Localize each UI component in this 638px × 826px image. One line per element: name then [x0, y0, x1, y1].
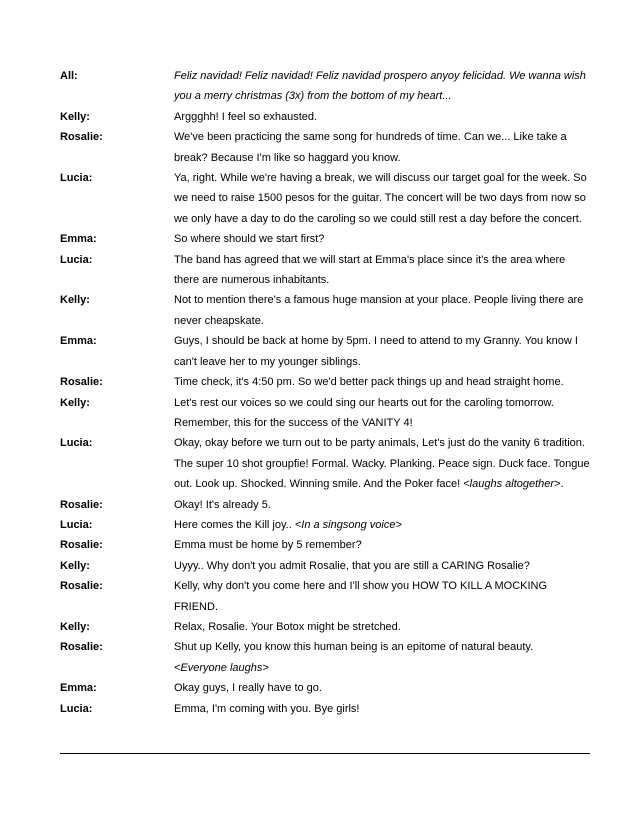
speech-text: [174, 229, 590, 249]
dialogue-line: [60, 250, 590, 291]
dialogue-line: [60, 617, 590, 637]
speech-plain: Let's rest our voices so we could sing our hearts out for the caroling tomorrow. Remember, this for the success of the VANITY 4!: [174, 396, 554, 429]
dialogue-line: [60, 576, 590, 617]
dialogue-line: [60, 535, 590, 555]
speaker-name: Rosalie:: [60, 498, 103, 511]
dialogue-line: [60, 515, 590, 535]
speech-plain: Uyyy.. Why don't you admit Rosalie, that you are still a CARING Rosalie?: [174, 559, 530, 572]
speech-text: [174, 433, 590, 494]
speech-text: [174, 617, 590, 637]
dialogue-line: [60, 107, 590, 127]
dialogue-line: [60, 229, 590, 249]
speaker-name: Kelly:: [60, 620, 90, 633]
dialogue-line: [60, 699, 590, 719]
speech-text: [174, 637, 590, 657]
speaker-name: Kelly:: [60, 294, 90, 307]
dialogue-line: [60, 66, 590, 107]
speech-tail: .: [560, 478, 564, 491]
stage-direction: Feliz navidad! Feliz navidad! Feliz navidad prospero anyoy felicidad. We wanna wish you a merry christmas (3x) from the bottom of my heart...: [174, 70, 586, 103]
speech-text: [174, 331, 590, 372]
speech-text: [174, 250, 590, 291]
dialogue-line: [60, 127, 590, 168]
speech-plain: Arggghh! I feel so exhausted.: [174, 110, 318, 123]
speaker-name: Lucia:: [60, 253, 93, 266]
dialogue-line: [60, 433, 590, 494]
speech-plain: Time check, it's 4:50 pm. So we'd better pack things up and head straight home.: [174, 376, 564, 389]
speaker-name: Rosalie:: [60, 539, 103, 552]
stage-direction: <In a singsong voice>: [294, 518, 402, 531]
dialogue-line: [60, 495, 590, 515]
bottom-rule: [60, 753, 590, 754]
speech-plain: Guys, I should be back at home by 5pm. I need to attend to my Granny. You know I can't leave her to my younger siblings.: [174, 335, 578, 368]
speaker-name: Kelly:: [60, 559, 90, 572]
speech-text: [174, 678, 590, 698]
dialogue-script: [60, 66, 590, 719]
speaker-name: Lucia:: [60, 172, 93, 185]
dialogue-line: [60, 372, 590, 392]
speaker-name: Rosalie:: [60, 131, 103, 144]
speech-text: [174, 66, 590, 107]
speaker-name: Rosalie:: [60, 376, 103, 389]
speaker-name: Lucia:: [60, 702, 93, 715]
speech-plain: Here comes the Kill joy..: [174, 518, 295, 531]
speaker-name: Kelly:: [60, 110, 90, 123]
speech-text: [174, 127, 590, 168]
speech-plain: Emma must be home by 5 remember?: [174, 539, 362, 552]
speech-plain: Relax, Rosalie. Your Botox might be stretched.: [174, 620, 401, 633]
dialogue-line: [60, 637, 590, 657]
speaker-name: Lucia:: [60, 518, 93, 531]
speech-text: [174, 556, 590, 576]
speaker-name: Emma:: [60, 682, 97, 695]
speech-text: [174, 290, 590, 331]
speech-plain: Emma, I'm coming with you. Bye girls!: [174, 702, 360, 715]
speaker-name: Emma:: [60, 335, 97, 348]
speaker-name: Lucia:: [60, 437, 93, 450]
speech-text: [174, 535, 590, 555]
speech-plain: So where should we start first?: [174, 233, 325, 246]
speaker-name: Rosalie:: [60, 641, 103, 654]
speaker-name: All:: [60, 70, 78, 82]
speech-plain: Okay! It's already 5.: [174, 498, 271, 511]
dialogue-line: [60, 556, 590, 576]
speech-text: [174, 515, 590, 535]
speech-plain: Not to mention there's a famous huge mansion at your place. People living there are never cheapskate.: [174, 294, 584, 327]
speech-plain: Ya, right. While we're having a break, we will discuss our target goal for the week. So we need to raise 1500 pesos for the guitar. The concert will be two days from now so we only have a day to do the caroling so we could still rest a day before the concert.: [174, 172, 587, 225]
speech-text: [174, 168, 590, 229]
dialogue-line: [60, 658, 590, 678]
dialogue-line: [60, 393, 590, 434]
speech-text: [174, 495, 590, 515]
stage-direction: <laughs altogether>: [463, 478, 561, 491]
speech-text: [174, 393, 590, 434]
speech-text: [174, 576, 590, 617]
speech-plain: Shut up Kelly, you know this human being is an epitome of natural beauty.: [174, 641, 534, 654]
speaker-name: Emma:: [60, 233, 97, 246]
speech-text: [174, 699, 590, 719]
speaker-name: Kelly:: [60, 396, 90, 409]
speech-plain: The band has agreed that we will start at Emma's place since it's the area where there are numerous inhabitants.: [174, 253, 566, 287]
speech-plain: We've been practicing the same song for hundreds of time. Can we... Like take a break? Because I'm like so haggard you know.: [174, 131, 567, 164]
dialogue-line: [60, 290, 590, 331]
speech-text: [174, 372, 590, 392]
speech-text: [174, 107, 590, 127]
dialogue-line: [60, 168, 590, 229]
speech-plain: Kelly, why don't you come here and I'll show you HOW TO KILL A MOCKING FRIEND.: [174, 580, 548, 613]
speech-plain: Okay, okay before we turn out to be party animals, Let's just do the vanity 6 tradition. The super 10 shot groupfie! Formal. Wacky. Planking. Peace sign. Duck face. Tongue out. Look up. Shocked. Winning smile. And the Poker face!: [174, 437, 590, 491]
stage-direction: <Everyone laughs>: [174, 661, 269, 674]
speech-text: [174, 658, 590, 678]
speech-plain: Okay guys, I really have to go.: [174, 682, 322, 695]
dialogue-line: [60, 678, 590, 698]
dialogue-line: [60, 331, 590, 372]
speaker-name: Rosalie:: [60, 580, 103, 593]
